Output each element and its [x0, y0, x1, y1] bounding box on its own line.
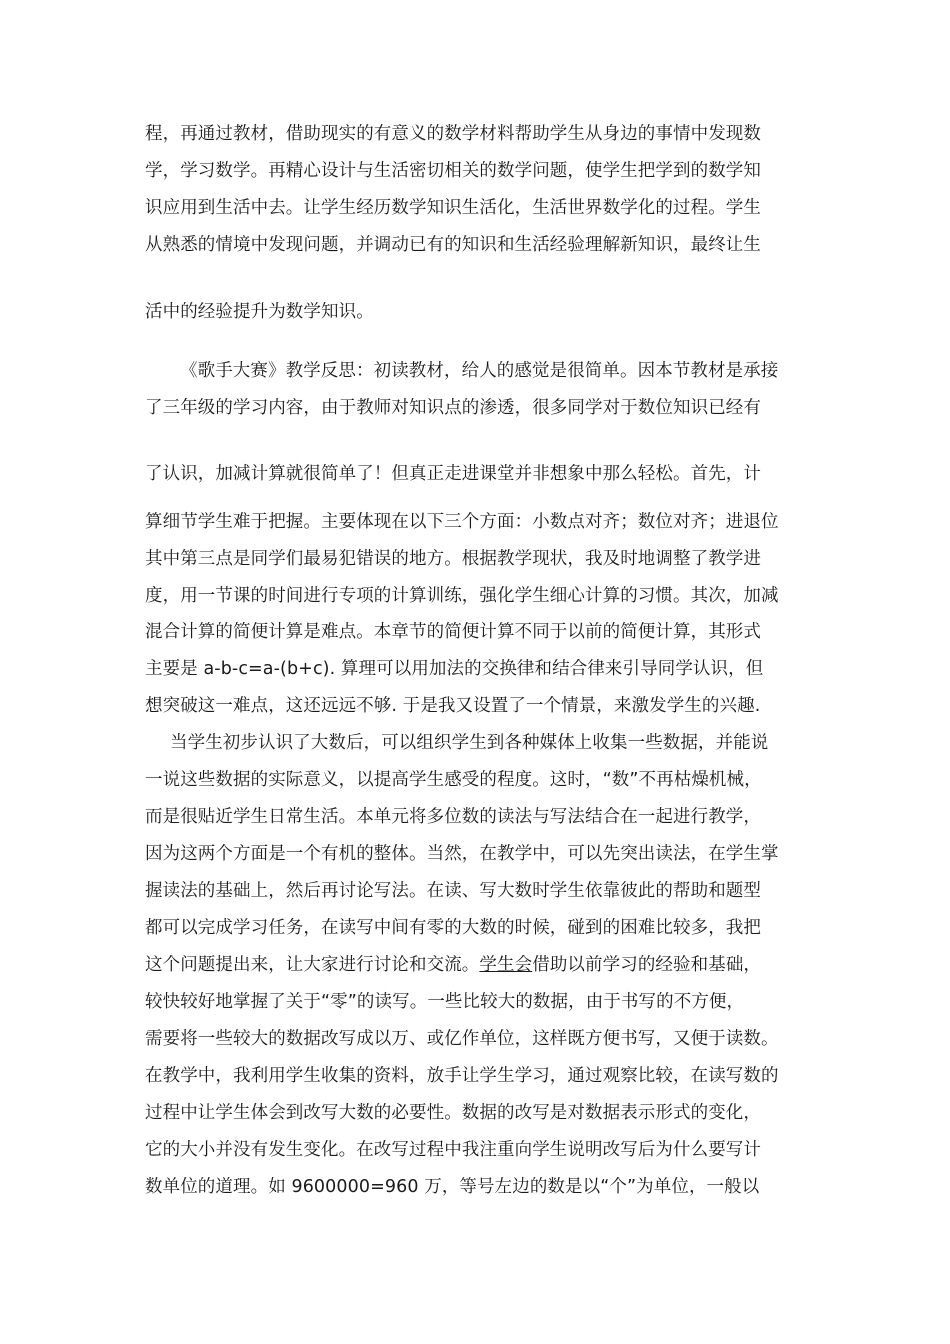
text-line: 而是很贴近学生日常生活。本单元将多位数的读法与写法结合在一起进行教学，: [145, 807, 761, 827]
text-line: 在教学中，我利用学生收集的资料，放手让学生学习，通过观察比较，在读写数的: [145, 1066, 779, 1086]
text-line: 识应用到生活中去。让学生经历数学知识生活化，生活世界数学化的过程。学生: [145, 198, 761, 218]
text-line: 活中的经验提升为数学知识。: [145, 302, 374, 322]
text-line: [145, 953, 815, 977]
text-line: 因为这两个方面是一个有机的整体。当然，在教学中，可以先突出读法，在学生掌: [145, 844, 779, 864]
text-line: 它的大小并没有发生变化。在改写过程中我注重向学生说明改写后为什么要写计: [145, 1140, 761, 1160]
text-line: 过程中让学生体会到改写大数的必要性。数据的改写是对数据表示形式的变化，: [145, 1103, 761, 1123]
paragraph-start-line: 当学生初步认识了大数后，可以组织学生到各种媒体上收集一些数据，并能说: [170, 733, 769, 753]
text-line: 算细节学生难于把握。主要体现在以下三个方面：小数点对齐；数位对齐；进退位: [145, 512, 779, 532]
text-line: 需要将一些较大的数据改写成以万、或亿作单位，这样既方便书写，又便于读数。: [145, 1029, 779, 1049]
text-line: 其中第三点是同学们最易犯错误的地方。根据教学现状，我及时地调整了教学进: [145, 549, 761, 569]
text-line: 较快较好地掌握了关于“零”的读写。一些比较大的数据，由于书写的不方便，: [145, 992, 745, 1012]
text-line: 度，用一节课的时间进行专项的计算训练，强化学生细心计算的习惯。其次，加减: [145, 586, 779, 606]
text-line: 程，再通过教材，借助现实的有意义的数学材料帮助学生从身边的事情中发现数: [145, 124, 761, 144]
text-line: 混合计算的简便计算是难点。本章节的简便计算不同于以前的简便计算，其形式: [145, 622, 761, 642]
text-segment: 这个问题提出来，让大家进行讨论和交流。: [145, 955, 480, 975]
text-line: 了认识，加减计算就很简单了！但真正走进课堂并非想象中那么轻松。首先，计: [145, 464, 761, 484]
text-line: 一说这些数据的实际意义，以提高学生感受的程度。这时，“数”不再枯燥机械，: [145, 770, 762, 790]
text-line: 想突破这一难点，这还远远不够. 于是我又设置了一个情景，来激发学生的兴趣.: [145, 696, 761, 716]
text-segment: 借助以前学习的经验和基础，: [532, 955, 762, 975]
underlined-link-text[interactable]: 学生会: [479, 955, 533, 975]
paragraph-start-line: 《歌手大赛》教学反思：初读教材，给人的感觉是很简单。因本节教材是承接: [180, 361, 779, 381]
text-line: 数单位的道理。如 9600000=960 万，等号左边的数是以“个”为单位，一般以: [145, 1177, 760, 1197]
text-line: 都可以完成学习任务，在读写中间有零的大数的时候，碰到的困难比较多，我把: [145, 918, 761, 938]
text-line: 握读法的基础上，然后再讨论写法。在读、写大数时学生依靠彼此的帮助和题型: [145, 881, 761, 901]
text-line: 学，学习数学。再精心设计与生活密切相关的数学问题，使学生把学到的数学知: [145, 161, 761, 181]
text-line: 了三年级的学习内容，由于教师对知识点的渗透，很多同学对于数位知识已经有: [145, 398, 761, 418]
text-line: 从熟悉的情境中发现问题，并调动已有的知识和生活经验理解新知识，最终让生: [145, 235, 761, 255]
text-line: 主要是 a-b-c=a-(b+c). 算理可以用加法的交换律和结合律来引导同学认识，但: [145, 659, 764, 679]
